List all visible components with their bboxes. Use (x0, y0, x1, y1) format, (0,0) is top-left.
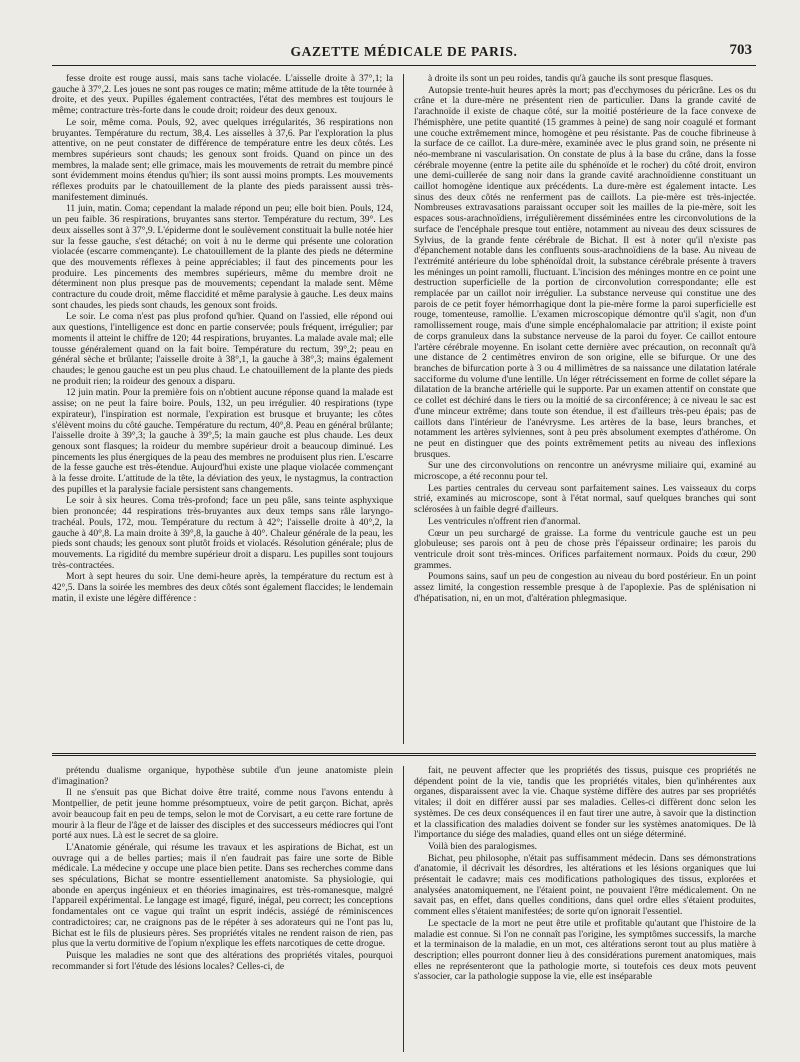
feuilleton-section (52, 766, 756, 1052)
paragraph: Les parties centrales du cerveau sont parfaitement saines. Les vaisseaux du corps strié, examinés au microscope, sont à l'état normal, sauf quelques branches qui sont sclérosées à un faible degré d'ailleurs. (414, 482, 756, 516)
journal-title: GAZETTE MÉDICALE DE PARIS. (290, 44, 518, 59)
paragraph: 11 juin, matin. Coma; cependant la malade répond un peu; elle boit bien. Pouls, 124, un peu faible. 36 respirations, bruyantes sans stertor. Température du rectum, 39°. Les deux aisselles sont à 37°,9. L'épiderme dont le soulèvement constituait la bulle notée hier sur la fesse gauche, s'est détaché; on voit à nu le derme qui présente une coloration violacée (escarre commençante). Le chatouillement de la plante des pieds ne détermine que des mouvements réflexes à peine appréciables; il faut des pincements pour les produire. Les pincements des membres supérieurs, même du membre droit ne déterminent non plus presque pas de mouvements; cependant la malade sent. Même contracture du coude droit, même flaccidité et même paralysie à gauche. Les deux mains sont chaudes, les pieds sont chauds, les genoux sont froids. (52, 203, 393, 311)
section-divider (52, 753, 756, 756)
paragraph: prétendu dualisme organique, hypothèse subtile d'un jeune anatomiste plein d'imagination? (52, 766, 393, 787)
paragraph: Mort à sept heures du soir. Une demi-heure après, la température du rectum est à 42°,5. Dans la soirée les membres des deux côtés sont également flaccides; le lendemain matin, il existe une légère différence : (52, 571, 393, 604)
paragraph: Il ne s'ensuit pas que Bichat doive être traité, comme nous l'avons entendu à Montpellier, de petit jeune homme présomptueux, voire de petit garçon. Bichat, après avoir beaucoup fait en peu de temps, selon le mot de Corvisart, a eu cette rare fortune de mourir à la fleur de l'âge et de laisser des disciples et des successeurs médiocres qui l'ont porté aux nues. Là est le secret de sa gloire. (52, 787, 393, 842)
paragraph: Les ventricules n'offrent rien d'anormal. (428, 515, 581, 527)
paragraph: fesse droite est rouge aussi, mais sans tache violacée. L'aisselle droite à 37°,1; la gauche à 37°,2. Les joues ne sont pas rouges ce matin; même attitude de la tête tournée à droite, et des yeux. Pupilles également contractées, l'état des membres est toujours le même; contracture très-forte dans le coude droit; roideur des deux genoux. (52, 74, 393, 117)
header-rule (52, 65, 756, 66)
feuilleton-right-column (404, 766, 756, 1052)
paragraph: Poumons sains, sauf un peu de congestion au niveau du bord postérieur. En un point assez limité, la congestion ressemble presque à de l'apoplexie. Pas de splénisation ni d'hépatisation, ni, en un mot, d'altération phlegmasique. (414, 571, 756, 604)
paragraph: Le soir, même coma. Pouls, 92, avec quelques irrégularités, 36 respirations non bruyantes. Température du rectum, 38,4. Les aisselles à 37,6. Par l'exploration la plus attentive, on ne peut constater de différence de température entre les deux côtés. Les membres supérieurs sont chauds; les genoux sont froids. Quand on pince un des membres, la malade sent; elle grimace, mais les mouvements de retrait du membre pincé sont évidemment moins étendus qu'hier; ils sont aussi moins prompts. Les mouvements réflexes produits par le chatouillement de la plante des pieds paraissent aussi très-manifestement diminués. (52, 116, 393, 203)
case-report-left-column (52, 74, 404, 744)
paragraph: Puisque les maladies ne sont que des altérations des propriétés vitales, pourquoi recommander si fort l'étude des lésions locales? Celles-ci, de (52, 949, 393, 972)
paragraph: Autopsie trente-huit heures après la mort; pas d'ecchymoses du péricrâne. Les os du crâne et la dure-mère ne présentent rien de particulier. Dans la grande cavité de l'arachnoïde il existe de chaque côté, sur la moitié postérieure de la face convexe de l'hémisphère, une petite quantité (15 grammes à peine) de sang noir coagulé et formant une couche extrêmement mince, homogène et peu résistante. Pas de couche fibrineuse à la surface de ce caillot. La dure-mère, examinée avec le plus grand soin, ne présente ni néo-membrane ni vascularisation. On constate de plus à la base du crâne, dans la fosse cérébrale moyenne (entre la petite aile du sphénoïde et le rocher) du côté droit, environ une demi-cuillerée de sang noir dans la grande cavité arachnoïdienne constituant un caillot homogène identique aux précédents. La dure-mère est également intacte. Les sinus des deux côtés ne renferment pas de caillots. La pie-mère est très-injectée. Nombreuses extravasations paraissant occuper soit les mailles de la pie-mère, soit les espaces sous-arachnoïdiens, irrégulièrement disséminées entre les circonvolutions de la surface de l'encéphale presque tout entière, notamment au niveau des deux scissures de Sylvius, de la grande fente cérébrale de Bichat. Il est à noter qu'il n'existe pas d'épanchement notable dans les confluents sous-arachnoïdiens de la base. Au niveau de l'extrémité antérieure du lobe sphénoïdal droit, la substance cérébrale présente à travers les méninges un point ramolli, fluctuant. L'incision des méninges montre en ce point une destruction superficielle de la portion de circonvolution correspondante; elle est remplacée par un caillot noir irrégulier. La substance nerveuse qui constitue une des parois de ce petit foyer hémorrhagique dont la pie-mère forme la paroi superficielle est rouge, tomenteuse, ramollie. L'examen microscopique démontre qu'il s'agit, non d'un ramollissement rouge, mais d'une simple encéphalomalacie par attrition; il existe point de corps granuleux dans la substance nerveuse de la paroi du foyer. Ce caillot entoure l'artère cérébrale moyenne. En isolant cette dernière avec précaution, on reconnaît qu'à une distance de 2 centimètres environ de son origine, elle se bifurque. Or une des branches de bifurcation porte à 3 ou 4 millimètres de sa naissance une dilatation latérale sacciforme du volume d'une lentille. Un léger rétrécissement en forme de collet sépare la dilatation de la branche artérielle qui le supporte. Par un examen attentif on constate que ce collet est déchiré dans le tiers ou la moitié de sa circonférence; à ce niveau le sac est d'une minceur extrême; dans toute son étendue, il est d'ailleurs très-peu épais; pas de caillots dans l'intérieur de l'anévrysme. Les artères de la base, leurs branches, et notamment les artères sylviennes, sont à peu près absolument exemptes d'athérome. On ne peut en distinguer que des points extrêmement petits au niveau des inflexions brusques. (414, 84, 756, 460)
paragraph: à droite ils sont un peu roides, tandis qu'à gauche ils sont presque flasques. (428, 74, 714, 84)
paragraph: Le spectacle de la mort ne peut être utile et profitable qu'autant que l'histoire de la maladie est connue. Si l'on ne connaît pas l'origine, les symptômes successifs, la marche et la terminaison de la maladie, en un mot, ces altérations seront tout au plus matière à description; elles pourront donner lieu à des considérations purement anatomiques, mais elles ne représenteront que la pathologie morte, si toutefois ces deux mots peuvent s'associer, car la pathologie suppose la vie, elle est inséparable (414, 917, 756, 983)
paragraph: Cœur un peu surchargé de graisse. La forme du ventricule gauche est un peu globuleuse; ses parois ont à peu de chose près l'épaisseur ordinaire; les parois du ventricule droit sont très-minces. Orifices parfaitement normaux. Poids du cœur, 290 grammes. (414, 527, 756, 571)
page-number: 703 (729, 42, 752, 58)
paragraph: Sur une des circonvolutions on rencontre un anévrysme miliaire qui, examiné au microscope, a été reconnu pour tel. (414, 460, 756, 483)
paragraph: Bichat, peu philosophe, n'était pas suffisamment médecin. Dans ses démonstrations d'anatomie, il décrivait les désordres, les altérations et les lésions organiques que lui présentait le cadavre; mais ces modifications pathologiques des tissus, explorées et analysées anatomiquement, ne l'étaient point, ne pouvaient l'être médicalement. On ne savait pas, en effet, dans quelles conditions, dans quel ordre elles s'étaient produites, comment elles s'étaient manifestées; de sorte qu'on ignorait l'essentiel. (414, 852, 756, 918)
paragraph: Le soir à six heures. Coma très-profond; face un peu pâle, sans teinte asphyxique bien prononcée; 44 respirations très-bruyantes aux deux temps sans râle laryngo-trachéal. Pouls, 172, mou. Température du rectum à 42°; l'aisselle droite à 40°,2, la gauche à 40°,8. La main droite à 39°,8, la gauche à 40°. Chaleur générale de la peau, les pieds sont chauds; les genoux sont plutôt froids et violacés. Résolution générale; plus de mouvements. La rigidité du membre supérieur droit a disparu. Les pupilles sont toujours très-contractées. (52, 495, 393, 571)
paragraph: Le soir. Le coma n'est pas plus profond qu'hier. Quand on l'assied, elle répond oui aux questions, l'intelligence est donc en partie conservée; pouls fréquent, irrégulier; par moments il atteint le chiffre de 120; 44 respirations, bruyantes. La malade avale mal; elle tousse généralement quand on la fait boire. Température du rectum, 39°,2; peau en général sèche et brûlante; l'aisselle droite à 38°,1, la gauche à 38°,3; mains également chaudes; le genou gauche est un peu plus chaud. Le chatouillement de la plante des pieds ne produit rien; la roideur des genoux a disparu. (52, 311, 393, 387)
case-report-section (52, 74, 756, 744)
paragraph: 12 juin matin. Pour la première fois on n'obtient aucune réponse quand la malade est assise; on ne peut la faire boire. Pouls, 132, un peu irrégulier. 40 respirations (type expirateur), l'inspiration est normale, l'expiration est brusque et bruyante; les côtes s'élèvent moins du côté gauche. Température du rectum, 40°,8. Peau en général brûlante; l'aisselle droite à 39°,3; la gauche à 39°,5; la main gauche est plus chaude. Les deux genoux sont flasques; la roideur du membre supérieur droit a beaucoup diminué. Les pincements les plus énergiques de la peau des membres ne produisent plus rien. L'escarre de la fesse gauche est très-étendue. Aujourd'hui existe une plaque violacée commençant à la fesse droite. L'attitude de la tête, la déviation des yeux, le nystagmus, la contraction des pupilles et la paralysie faciale persistent sans changements. (52, 387, 393, 495)
feuilleton-left-column (52, 766, 404, 1052)
paragraph: Voilà bien des paralogismes. (428, 840, 538, 852)
paragraph: L'Anatomie générale, qui résume les travaux et les aspirations de Bichat, est un ouvrage qui a de belles parties; mais il n'en faudrait pas faire une sorte de Bible médicale. La médecine y occupe une place bien petite. Dans ses recherches comme dans ses spéculations, Bichat se montre essentiellement anatomiste. Sa physiologie, qui abonde en aperçus ingénieux et en théories imaginaires, est très-romanesque, malgré l'appareil expérimental. Le langage est imagé, figuré, inégal, peu correct; les conceptions fondamentales ont ce vague qui traînt un esprit indécis, assiégé de réminiscences contradictoires; car, ne craignons pas de le répéter à ses adorateurs qui ne l'ont pas lu, Bichat est le fils de plusieurs pères. Ses propriétés vitales ne rendent raison de rien, pas plus que la vertu dormitive de l'opium n'explique les effets narcotiques de cette drogue. (52, 841, 393, 950)
case-report-right-column (404, 74, 756, 744)
paragraph: fait, ne peuvent affecter que les propriétés des tissus, puisque ces propriétés ne dépendent point de la vie, tandis que les propriétés vitales, bien qu'inhérentes aux organes, disparaissent avec la vie. Chaque système diffère des autres par ses propriétés vitales; il doit en différer aussi par ses maladies. Celles-ci diffèrent donc selon les systèmes. De ces deux conséquences il en faut tirer une autre, à savoir que la distinction et la classification des maladies doivent se fonder sur les systèmes anatomiques. De là l'importance du siége des maladies, quand elles ont un siége déterminé. (414, 766, 756, 841)
page-header (52, 34, 756, 66)
